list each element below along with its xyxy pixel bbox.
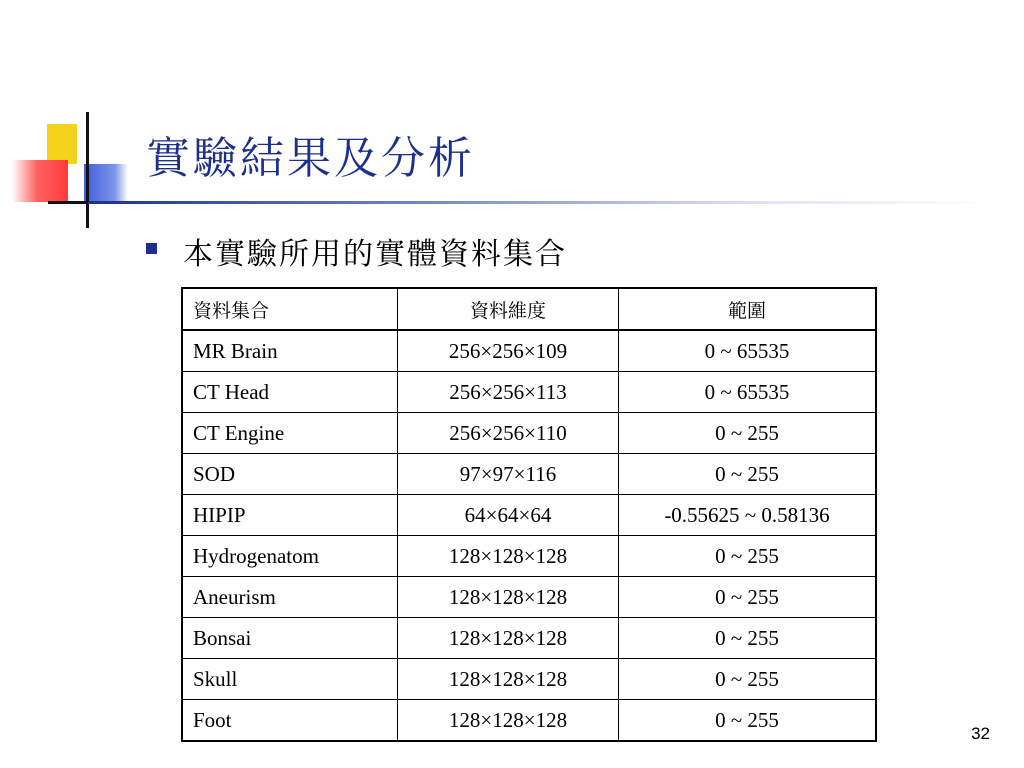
title-underline — [88, 201, 988, 204]
cell-dimension: 256×256×109 — [398, 330, 619, 372]
cell-dimension: 256×256×113 — [398, 372, 619, 413]
table-row — [182, 454, 876, 495]
cell-dimension: 64×64×64 — [398, 495, 619, 536]
table-row — [182, 372, 876, 413]
cell-dataset: Hydrogenatom — [182, 536, 398, 577]
cell-dataset: CT Engine — [182, 413, 398, 454]
cell-range: 0 ~ 255 — [619, 413, 877, 454]
slide-title: 實驗結果及分析 — [146, 133, 475, 184]
table-row — [182, 618, 876, 659]
cell-range: 0 ~ 65535 — [619, 330, 877, 372]
cell-dataset: MR Brain — [182, 330, 398, 372]
cell-range: 0 ~ 255 — [619, 618, 877, 659]
cell-range: -0.55625 ~ 0.58136 — [619, 495, 877, 536]
header-dimension: 資料維度 — [398, 288, 619, 330]
cell-dimension: 128×128×128 — [398, 659, 619, 700]
table-row — [182, 495, 876, 536]
cell-range: 0 ~ 255 — [619, 536, 877, 577]
cell-dimension: 97×97×116 — [398, 454, 619, 495]
bullet-text: 本實驗所用的實體資料集合 — [183, 237, 567, 272]
cell-dataset: Foot — [182, 700, 398, 742]
cell-dimension: 128×128×128 — [398, 700, 619, 742]
table-header-row — [182, 288, 876, 330]
table-row — [182, 330, 876, 372]
cell-dimension: 128×128×128 — [398, 536, 619, 577]
cell-range: 0 ~ 255 — [619, 659, 877, 700]
logo-yellow-square — [47, 124, 77, 164]
header-range: 範圍 — [619, 288, 877, 330]
table-row — [182, 577, 876, 618]
bullet-square-icon — [146, 243, 157, 254]
table-row — [182, 659, 876, 700]
dataset-table — [181, 287, 877, 742]
cell-dataset: HIPIP — [182, 495, 398, 536]
cell-dataset: Bonsai — [182, 618, 398, 659]
table-row — [182, 413, 876, 454]
logo-blue-square — [84, 164, 128, 204]
cell-dimension: 128×128×128 — [398, 618, 619, 659]
cell-dataset: CT Head — [182, 372, 398, 413]
cell-range: 0 ~ 255 — [619, 700, 877, 742]
cell-range: 0 ~ 255 — [619, 577, 877, 618]
cell-range: 0 ~ 65535 — [619, 372, 877, 413]
cell-dataset: Aneurism — [182, 577, 398, 618]
cell-dataset: Skull — [182, 659, 398, 700]
logo-vertical-line — [86, 112, 89, 228]
page-number: 32 — [971, 724, 990, 743]
logo-red-square — [12, 160, 68, 202]
cell-dimension: 128×128×128 — [398, 577, 619, 618]
cell-dimension: 256×256×110 — [398, 413, 619, 454]
cell-dataset: SOD — [182, 454, 398, 495]
header-dataset: 資料集合 — [182, 288, 398, 330]
table-row — [182, 536, 876, 577]
table-row — [182, 700, 876, 742]
cell-range: 0 ~ 255 — [619, 454, 877, 495]
